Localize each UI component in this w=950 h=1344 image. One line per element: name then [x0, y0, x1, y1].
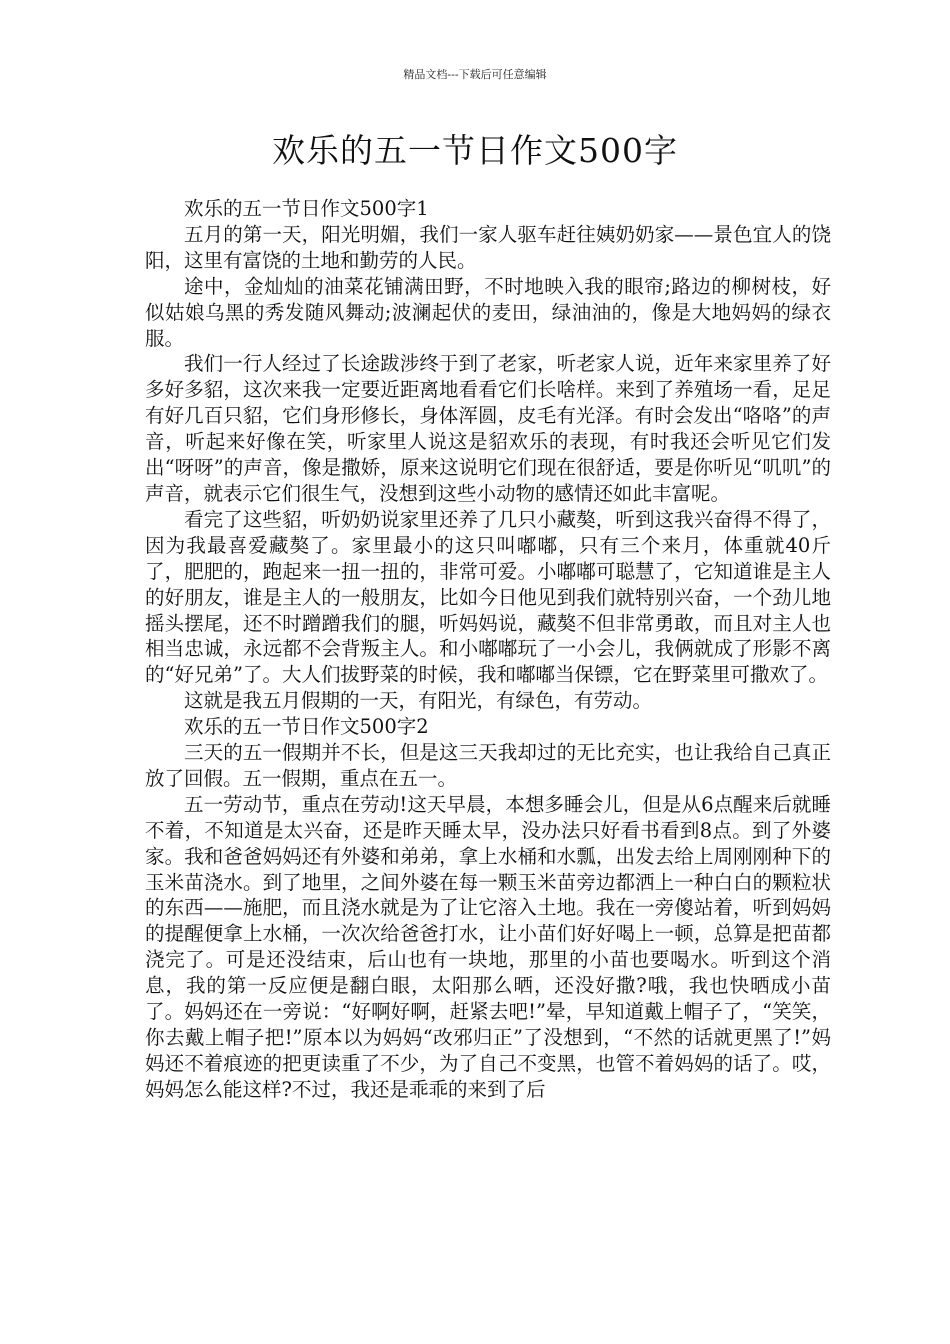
section-heading-2: 欢乐的五一节日作文500字2	[184, 715, 429, 739]
paragraph-7: 五一劳动节，重点在劳动!这天早晨，本想多睡会儿，但是从6点醒来后就睡不着，不知道是太兴奋，还是昨天睡太早，没办法只好看书看到8点。到了外婆家。我和爸爸妈妈还有外婆和弟弟，拿上水桶和水瓢，出发去给上周刚刚种下的玉米苗浇水。到了地里，之间外婆在每一颗玉米苗旁边都洒上一种白白的颗粒状的东西——施肥，而且浇水就是为了让它溶入土地。我在一旁傻站着，听到妈妈的提醒便拿上水桶，一次次给爸爸打水，让小苗们好好喝上一顿，总算是把苗都浇完了。可是还没结束，后山也有一块地，那里的小苗也要喝水。听到这个消息，我的第一反应便是翻白眼，太阳那么晒，还没好撒?哦，我也快晒成小苗了。妈妈还在一旁说：“好啊好啊，赶紧去吧!”晕，早知道戴上帽子了，“笑笑，你去戴上帽子把!”原本以为妈妈“改邪归正”了没想到，“不然的话就更黑了!”妈妈还不着痕迹的把更读重了不少，为了自己不变黑，也管不着妈妈的话了。哎，妈妈怎么能这样?不过，我还是乖乖的来到了后	[145, 792, 831, 1101]
paragraph-3: 我们一行人经过了长途跋涉终于到了老家，听老家人说，近年来家里养了好多好多貂，这次来我一定要近距离地看看它们长啥样。来到了养殖场一看，足足有好几百只貂，它们身形修长，身体浑圆，皮毛有光泽。有时会发出“咯咯”的声音，听起来好像在笑，听家里人说这是貂欢乐的表现，有时我还会听见它们发出“呀呀”的声音，像是撒娇，原来这说明它们现在很舒适，要是你听见“叽叽”的声音，就表示它们很生气，没想到这些小动物的感情还如此丰富呢。	[145, 352, 831, 505]
header-note: 精品文档---下载后可任意编辑	[403, 68, 547, 81]
paragraph-5: 这就是我五月假期的一天，有阳光，有绿色，有劳动。	[184, 689, 653, 713]
section-heading-1: 欢乐的五一节日作文500字1	[184, 197, 429, 220]
paragraph-6: 三天的五一假期并不长，但是这三天我却过的无比充实，也让我给自己真正放了回假。五一假期，重点在五一。	[145, 741, 831, 790]
paragraph-1: 五月的第一天，阳光明媚，我们一家人驱车赶往姨奶奶家——景色宜人的饶阳，这里有富饶的土地和勤劳的人民。	[145, 222, 831, 272]
document-title: 欢乐的五一节日作文500字	[272, 131, 678, 170]
document-body	[145, 196, 831, 1326]
paragraph-4: 看完了这些貂，听奶奶说家里还养了几只小藏獒，听到这我兴奋得不得了，因为我最喜爱藏獒了。家里最小的这只叫嘟嘟，只有三个来月，体重就40斤了，肥肥的，跑起来一扭一扭的，非常可爱。小嘟嘟可聪慧了，它知道谁是主人的好朋友，谁是主人的一般朋友，比如今日他见到我们就特别兴奋，一个劲儿地摇头摆尾，还不时蹭蹭我们的腿，听妈妈说，藏獒不但非常勇敢，而且对主人也相当忠诚，永远都不会背叛主人。和小嘟嘟玩了一小会儿，我俩就成了形影不离的“好兄弟”了。大人们拔野菜的时候，我和嘟嘟当保镖，它在野菜里可撒欢了。	[145, 507, 831, 687]
paragraph-2: 途中，金灿灿的油菜花铺满田野，不时地映入我的眼帘;路边的柳树枝，好似姑娘乌黑的秀发随风舞动;波澜起伏的麦田，绿油油的，像是大地妈妈的绿衣服。	[145, 274, 831, 350]
